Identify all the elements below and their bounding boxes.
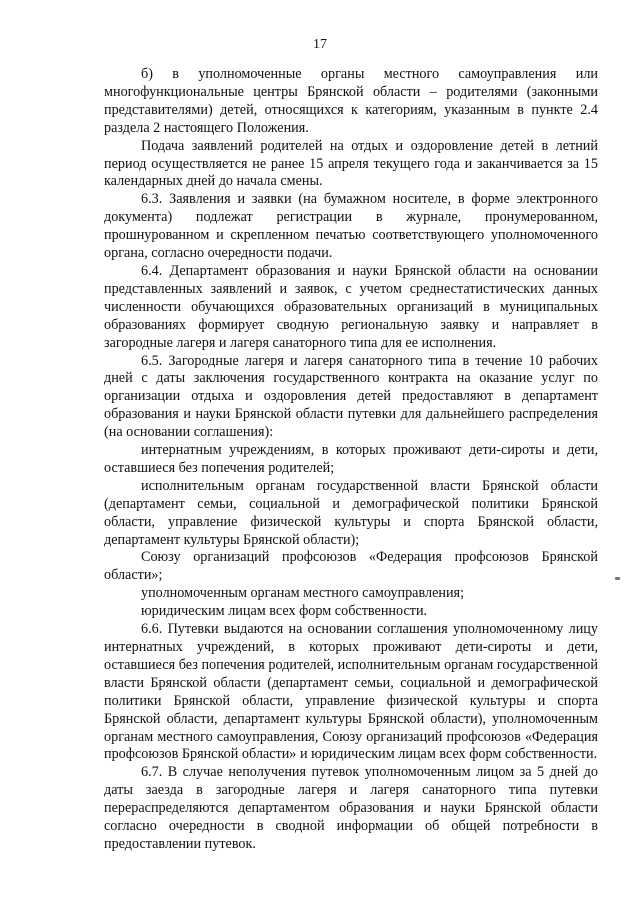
paragraph-6-3: 6.3. Заявления и заявки (на бумажном носителе, в форме электронного документа) подлежат регистрации в журнале, пронумерованном, прошнурованном и скрепленном печатью соответствующего уполномоченного органа, согласно очередности подачи. [104, 191, 598, 262]
paragraph-6-6: 6.6. Путевки выдаются на основании соглашения уполномоченному лицу интернатных учреждений, в которых проживают дети-сироты и дети, оставшиеся без попечения родителей, исполнительным органам государственной власти Брянской области (департамент семьи, социальной и демографической политики Брянской области, управление физической культуры и спорта Брянской области, департамент культуры Брянской области), уполномоченным органам местного самоуправления, Союзу организаций профсоюзов «Федерация профсоюзов Брянской области» и юридическим лицам всех форм собственности. [104, 621, 598, 763]
list-item-executive-authorities: исполнительным органам государственной власти Брянской области (департамент семьи, социальной и демографической политики Брянской области, управление физической культуры и спорта Брянской области, департамент культуры Брянской области); [104, 477, 598, 548]
document-body [104, 66, 598, 854]
paragraph-6-2-item-b: б) в уполномоченные органы местного самоуправления или многофункциональные центры Брянской области – родителями (законными представителями) детей, относящихся к категориям, указанным в пункте 2.4 раздела 2 настоящего Положения. [104, 66, 598, 136]
paragraph-6-5: 6.5. Загородные лагеря и лагеря санаторного типа в течение 10 рабочих дней с даты заключения государственного контракта на оказание услуг по организации отдыха и оздоровления детей предоставляют в департамент образования и науки Брянской области путевки для дальнейшего распределения (на основании соглашения): [104, 352, 598, 441]
paragraph-6-7: 6.7. В случае неполучения путевок уполномоченным лицом за 5 дней до даты заезда в загородные лагеря и лагеря санаторного типа путевки перераспределяются департаментом образования и науки Брянской области согласно очередности в сводной информации об общей потребности в предоставлении путевок. [104, 764, 598, 852]
paragraph-6-4: 6.4. Департамент образования и науки Брянской области на основании представленных заявлений и заявок, с учетом среднестатистических данных численности обучающихся образовательных организаций в муниципальных образованиях формирует сводную региональную заявку и направляет в загородные лагеря и лагеря санаторного типа для ее исполнения. [104, 262, 598, 351]
paragraph-summer-application-period: Подача заявлений родителей на отдых и оздоровление детей в летний период осуществляется не ранее 15 апреля текущего года и заканчивается за 15 календарных дней до начала смены. [104, 137, 598, 190]
list-item-boarding-institutions: интернатным учреждениям, в которых проживают дети-сироты и дети, оставшиеся без попечения родителей; [104, 442, 598, 476]
list-item-local-self-government: уполномоченным органам местного самоуправления; [141, 585, 465, 602]
page-number: 17 [313, 37, 327, 52]
list-item-legal-entities: юридическим лицам всех форм собственности. [141, 603, 428, 620]
list-item-trade-unions: Союзу организаций профсоюзов «Федерация профсоюзов Брянской области»; [104, 549, 598, 584]
scan-mark [615, 577, 620, 580]
